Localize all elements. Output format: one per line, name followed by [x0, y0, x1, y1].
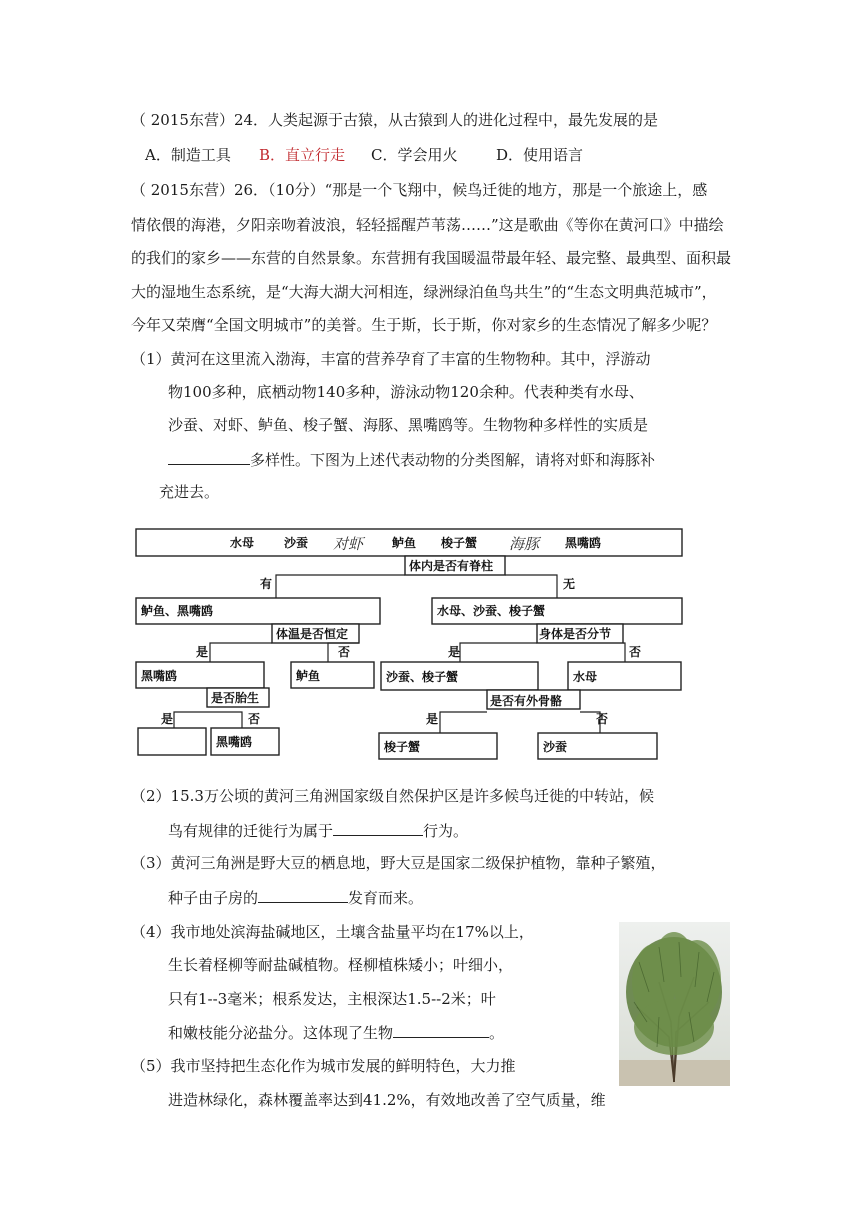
q26-intro-line: 大的湿地生态系统，是“大海大湖大河相连，绿洲绿泊鱼鸟共生”的“生态文明典范城市”，	[131, 283, 717, 301]
q26-part3-text: 种子由子房的	[168, 889, 259, 907]
animal-suozixie: 梭子蟹	[441, 536, 478, 550]
animal-luyu: 鲈鱼	[392, 536, 417, 550]
shacan-suozixie-label: 沙蚕、梭子蟹	[386, 670, 459, 684]
q26-part1-line: （1）黄河在这里流入渤海，丰富的营养孕育了丰富的生物物种。其中，浮游动	[131, 350, 651, 368]
shuimu-label: 水母	[573, 670, 598, 684]
connector	[460, 643, 537, 662]
animal-shuimu: 水母	[230, 536, 255, 550]
animal-heizuiou: 黑嘴鸥	[565, 536, 602, 550]
q26-part3-text: 发育而来。	[348, 889, 424, 907]
q26-part2-text: 鸟有规律的迁徙行为属于	[168, 822, 334, 840]
q26-part1-text: 多样性。下图为上述代表动物的分类图解，请将对虾和海豚补	[250, 451, 656, 469]
label-fou: 否	[629, 645, 642, 659]
q26-part2-line2	[168, 820, 468, 841]
label-fou: 否	[338, 645, 351, 659]
answer-blank[interactable]	[258, 887, 348, 903]
q26-intro-line: 今年又荣膺“全国文明城市”的美誉。生于斯，长于斯，你对家乡的生态情况了解多少呢？	[131, 316, 717, 334]
q24-stem: （ 2015东营）24．人类起源于古猿，从古猿到人的进化过程中，最先发展的是	[131, 111, 659, 129]
connector	[276, 575, 405, 598]
animal-haitun-handwritten: 海豚	[509, 535, 540, 553]
q24-option-c: C．学会用火	[371, 146, 458, 164]
q24-option-d: D．使用语言	[496, 146, 584, 164]
label-wu: 无	[563, 577, 576, 591]
q24-option-a: A．制造工具	[145, 146, 231, 164]
heizuiou-label-2: 黑嘴鸥	[216, 735, 253, 749]
q26-intro-line: 的我们的家乡——东营的自然景象。东营拥有我国暖温带最年轻、最完整、最典型、面积最	[131, 249, 732, 267]
label-shi: 是	[426, 712, 439, 726]
connector	[440, 712, 487, 733]
q26-part1-line: 物100多种，底栖动物140多种，游泳动物120余种。代表种类有水母、	[168, 383, 644, 401]
connector	[505, 575, 557, 598]
suozixie-label: 梭子蟹	[384, 740, 421, 754]
q26-part4-line4	[168, 1022, 504, 1043]
q26-part2-line: （2）15.3万公顷的黄河三角洲国家级自然保护区是许多候鸟迁徙的中转站，候	[131, 787, 654, 805]
q26-part3-line2	[168, 887, 423, 908]
segment-question: 身体是否分节	[539, 627, 612, 641]
answer-blank[interactable]	[393, 1022, 489, 1038]
answer-blank[interactable]	[333, 820, 423, 836]
taisheng-question: 是否胎生	[211, 691, 260, 705]
right-group-label: 水母、沙蚕、梭子蟹	[437, 604, 546, 618]
label-fou: 否	[248, 712, 261, 726]
luyu-label: 鲈鱼	[296, 669, 321, 683]
label-shi: 是	[161, 712, 174, 726]
q26-part4-line: （4）我市地处滨海盐碱地区，土壤含盐量平均在17%以上，	[131, 923, 534, 941]
label-you: 有	[260, 577, 273, 591]
q26-part1-line: 充进去。	[159, 483, 220, 501]
label-shi: 是	[196, 645, 209, 659]
q26-intro-line: 情依偎的海港，夕阳亲吻着波浪，轻轻摇醒芦苇荡……”这是歌曲《等你在黄河口》中描绘	[131, 216, 724, 234]
exo-question: 是否有外骨骼	[490, 694, 563, 708]
q26-part4-text: 。	[489, 1024, 505, 1042]
spine-question: 体内是否有脊柱	[409, 559, 494, 573]
label-fou: 否	[596, 712, 609, 726]
q26-part4-line: 只有1--3毫米；根系发达，主根深达1.5--2米；叶	[168, 990, 496, 1008]
q26-part4-line: 生长着柽柳等耐盐碱植物。柽柳植株矮小；叶细小，	[168, 956, 514, 974]
connector	[623, 643, 625, 662]
tamarisk-photo	[619, 922, 730, 1086]
label-shi: 是	[448, 645, 461, 659]
q26-part2-text: 行为。	[423, 822, 469, 840]
q24-option-b: B．直立行走	[259, 146, 346, 164]
connector	[207, 712, 242, 728]
q26-part3-line: （3）黄河三角洲是野大豆的栖息地，野大豆是国家二级保护植物，靠种子繁殖，	[131, 854, 666, 872]
connector	[174, 712, 207, 728]
q26-part5-line: 进造林绿化，森林覆盖率达到41.2%，有效地改善了空气质量，维	[168, 1091, 606, 1109]
connector	[210, 643, 272, 662]
empty-answer-box	[138, 728, 206, 755]
shacan-label: 沙蚕	[543, 740, 568, 754]
q26-part5-line: （5）我市坚持把生态化作为城市发展的鲜明特色，大力推	[131, 1057, 516, 1075]
animal-shacan: 沙蚕	[284, 536, 309, 550]
animal-duixia-handwritten: 对虾	[333, 535, 364, 553]
heizuiou-label: 黑嘴鸥	[141, 669, 178, 683]
q26-part4-text: 和嫩枝能分泌盐分。这体现了生物	[168, 1024, 394, 1042]
q26-part1-line: 沙蚕、对虾、鲈鱼、梭子蟹、海豚、黑嘴鸥等。生物物种多样性的实质是	[168, 416, 649, 434]
q26-intro-line: （ 2015东营）26．（10分）“那是一个飞翔中，候鸟迁徙的地方，那是一个旅途上，感	[131, 181, 708, 199]
left-group-label: 鲈鱼、黑嘴鸥	[141, 604, 214, 618]
temp-question: 体温是否恒定	[276, 627, 349, 641]
